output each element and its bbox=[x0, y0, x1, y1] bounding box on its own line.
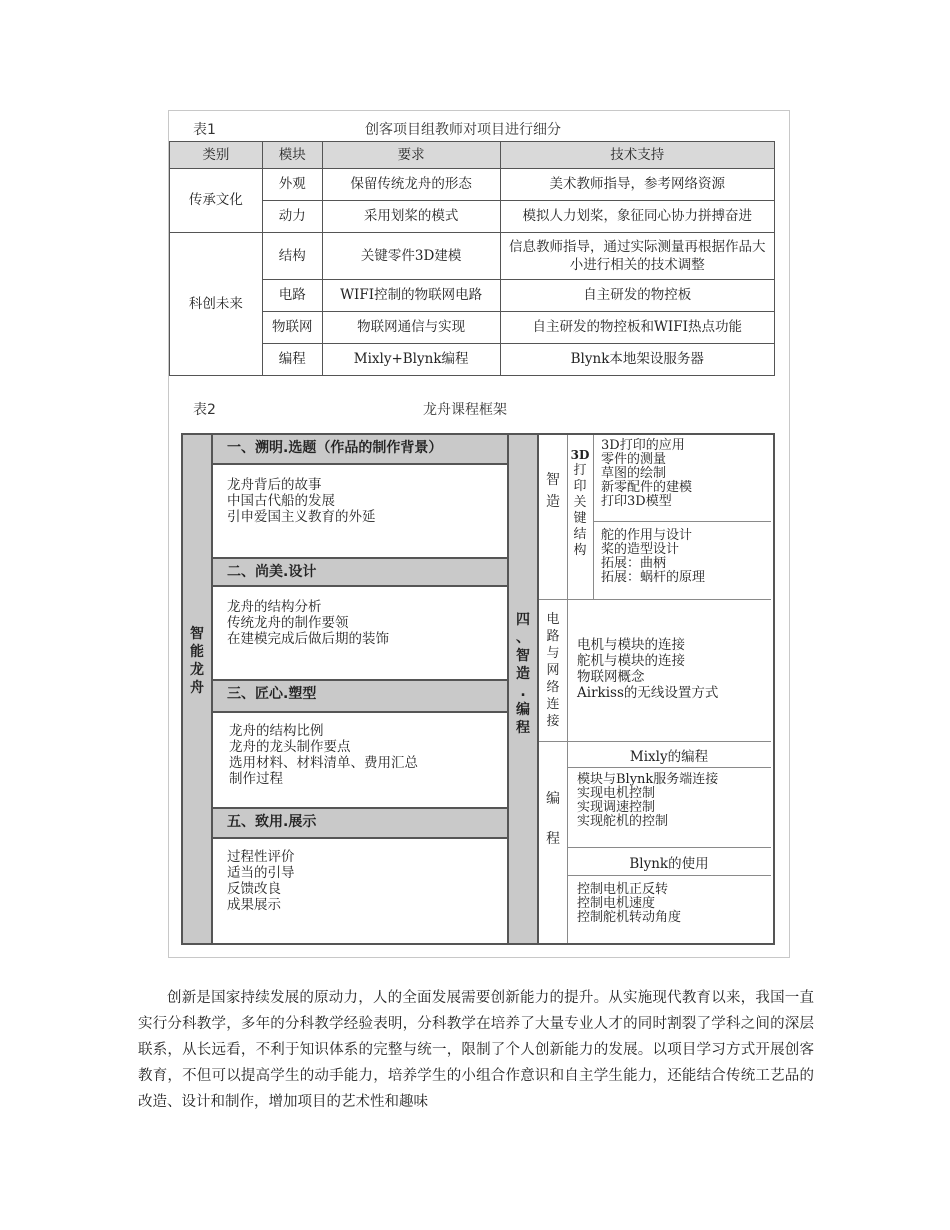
section-title: 五、致用.展示 bbox=[213, 809, 507, 837]
table1-module: 物联网 bbox=[262, 312, 322, 344]
list-item: 新零配件的建模 bbox=[601, 480, 693, 495]
list-item: 龙舟的龙头制作要点 bbox=[229, 739, 351, 755]
mixly-header: Mixly的编程 bbox=[629, 749, 709, 765]
list-item: 模块与Blynk服务端连接 bbox=[577, 772, 719, 787]
list-item: 控制电机速度 bbox=[577, 896, 656, 911]
table1-header-category: 类别 bbox=[170, 142, 263, 169]
list-item: 制作过程 bbox=[229, 771, 283, 787]
blynk-items bbox=[577, 883, 681, 925]
list-item: 控制舵机转动角度 bbox=[577, 910, 682, 925]
list-item: 零件的测量 bbox=[601, 452, 667, 467]
list-item: 桨的造型设计 bbox=[601, 542, 680, 557]
list-item: 物联网概念 bbox=[577, 669, 645, 685]
table1-tech: 自主研发的物控板和WIFI热点功能 bbox=[500, 312, 774, 344]
list-item: 传统龙舟的制作要领 bbox=[227, 615, 349, 631]
list-item: 过程性评价 bbox=[227, 849, 295, 865]
list-item: 实现调速控制 bbox=[577, 800, 656, 815]
table1-tech: 美术教师指导，参考网络资源 bbox=[500, 169, 774, 201]
table1-header-row bbox=[170, 142, 775, 169]
list-item: 控制电机正反转 bbox=[577, 882, 669, 897]
table1-requirement: 保留传统龙舟的形态 bbox=[322, 169, 500, 201]
table1-header-requirement: 要求 bbox=[322, 142, 500, 169]
table1-number: 表1 bbox=[193, 122, 216, 138]
3d-print-items bbox=[601, 439, 692, 509]
table1-tech: Blynk本地架设服务器 bbox=[500, 344, 774, 376]
table2-number: 表2 bbox=[193, 402, 216, 418]
list-item: Airkiss的无线设置方式 bbox=[577, 685, 719, 701]
table1-group-culture: 传承文化 bbox=[170, 169, 263, 233]
section-title: 二、尚美.设计 bbox=[213, 559, 507, 585]
section-items bbox=[229, 723, 418, 787]
table1-module: 动力 bbox=[262, 201, 322, 233]
table1-requirement: 采用划桨的模式 bbox=[322, 201, 500, 233]
list-item: 舵的作用与设计 bbox=[601, 528, 693, 543]
table1-tech: 信息教师指导，通过实际测量再根据作品大小进行相关的技术调整 bbox=[500, 233, 774, 280]
table1-tech: 自主研发的物控板 bbox=[500, 280, 774, 312]
list-item: 实现舵机的控制 bbox=[577, 814, 669, 829]
list-item: 拓展：蜗杆的原理 bbox=[601, 570, 706, 585]
table1-module: 编程 bbox=[262, 344, 322, 376]
table1-module: 结构 bbox=[262, 233, 322, 280]
list-item: 龙舟的结构分析 bbox=[227, 599, 322, 615]
list-item: 实现电机控制 bbox=[577, 786, 656, 801]
table1-requirement: Mixly+Blynk编程 bbox=[322, 344, 500, 376]
section-items bbox=[227, 849, 295, 913]
table2-framework bbox=[181, 433, 775, 945]
list-item: 龙舟的结构比例 bbox=[229, 723, 324, 739]
list-item: 拓展：曲柄 bbox=[601, 556, 667, 571]
table1-header-module: 模块 bbox=[262, 142, 322, 169]
list-item: 电机与模块的连接 bbox=[577, 637, 685, 653]
list-item: 舵机与模块的连接 bbox=[577, 653, 685, 669]
section-items bbox=[227, 599, 389, 647]
section4-label: 四 、 智 造 . 编 程 bbox=[516, 612, 530, 736]
list-item: 选用材料、材料清单、费用汇总 bbox=[229, 755, 418, 771]
table1-tech: 模拟人力划桨，象征同心协力拼搏奋进 bbox=[500, 201, 774, 233]
programming-label: 编 程 bbox=[546, 791, 560, 847]
table-row bbox=[170, 233, 775, 280]
paragraph-text: 创新是国家持续发展的原动力，人的全面发展需要创新能力的提升。从实施现代教育以来，我国一直实行分科教学，多年的分科教学经验表明，分科教学在培养了大量专业人才的同时割裂了学科之间的深层联系，从长远看，不利于知识体系的完整与统一，限制了个人创新能力的发展。以项目学习方式开展创客教育，不但可以提高学生的动手能力，培养学生的小组合作意识和自主学生能力，还能结合传统工艺品的改造、设计和制作，增加项目的艺术性和趣味 bbox=[138, 990, 814, 1110]
circuit-items bbox=[577, 637, 718, 701]
table-row bbox=[170, 169, 775, 201]
list-item: 在建模完成后做后期的装饰 bbox=[227, 631, 389, 647]
list-item: 反馈改良 bbox=[227, 881, 281, 897]
rudder-items bbox=[601, 529, 705, 585]
blynk-header: Blynk的使用 bbox=[629, 856, 709, 872]
section-title: 一、溯明.选题（作品的制作背景） bbox=[213, 435, 507, 463]
list-item: 打印3D模型 bbox=[601, 494, 672, 509]
zhizao-label: 智 造 bbox=[546, 472, 560, 510]
figure-panel bbox=[168, 110, 790, 958]
table1-group-innovation: 科创未来 bbox=[170, 233, 263, 376]
list-item: 引申爱国主义教育的外延 bbox=[227, 509, 376, 525]
mixly-items bbox=[577, 773, 718, 829]
list-item: 适当的引导 bbox=[227, 865, 295, 881]
list-item: 草图的绘制 bbox=[601, 466, 667, 481]
list-item: 龙舟背后的故事 bbox=[227, 477, 322, 493]
section-items bbox=[227, 477, 376, 525]
table1-header-tech: 技术支持 bbox=[500, 142, 774, 169]
section-title: 三、匠心.塑型 bbox=[213, 681, 507, 711]
table1 bbox=[169, 141, 775, 376]
table2-title: 龙舟课程框架 bbox=[423, 402, 507, 418]
circuit-label: 电 路 与 网 络 连 接 bbox=[546, 612, 560, 729]
3d-print-sublabel: 3D 打 印 关 键 结 构 bbox=[570, 448, 590, 558]
table1-requirement: WIFI控制的物联网电路 bbox=[322, 280, 500, 312]
table1-title: 创客项目组教师对项目进行细分 bbox=[365, 122, 561, 138]
table1-requirement: 关键零件3D建模 bbox=[322, 233, 500, 280]
root-label: 智 能 龙 舟 bbox=[190, 626, 204, 696]
table1-module: 外观 bbox=[262, 169, 322, 201]
table1-requirement: 物联网通信与实现 bbox=[322, 312, 500, 344]
table1-module: 电路 bbox=[262, 280, 322, 312]
list-item: 中国古代船的发展 bbox=[227, 493, 335, 509]
list-item: 3D打印的应用 bbox=[601, 438, 685, 453]
body-paragraph bbox=[138, 985, 814, 1115]
list-item: 成果展示 bbox=[227, 897, 281, 913]
